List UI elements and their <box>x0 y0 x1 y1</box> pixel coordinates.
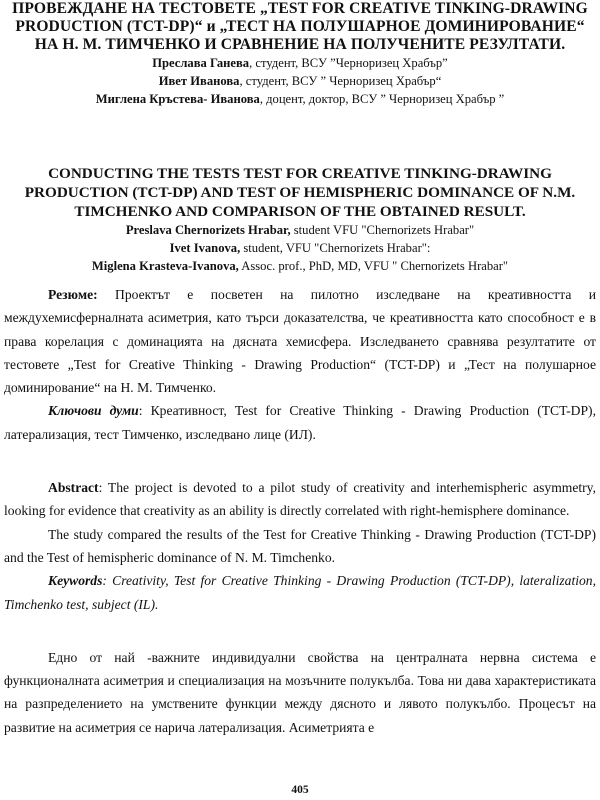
spacer <box>4 275 596 283</box>
author-line <box>4 257 596 275</box>
spacer <box>4 616 596 646</box>
author-line <box>4 90 596 108</box>
keywords-en-paragraph <box>4 569 596 616</box>
author-name: Ivet Ivanova, <box>169 241 241 255</box>
author-line <box>4 54 596 72</box>
author-affiliation: Assoc. prof., PhD, MD, VFU " Chernorizets Hrabar" <box>238 259 509 273</box>
spacer <box>4 446 596 476</box>
author-name: Миглена Кръстева- Иванова <box>95 92 260 106</box>
author-line <box>4 221 596 239</box>
author-name: Miglena Krasteva-Ivanova, <box>91 259 239 273</box>
bulgarian-title: ПРОВЕЖДАНЕ НА ТЕСТОВЕТЕ „TEST FOR CREATIVE TINKING-DRAWING PRODUCTION (TCT-DP)“ и „ТЕСТ НА ПОЛУШАРНОЕ ДОМИНИРОВАНИЕ“ НА Н. М. ТИМЧЕНКО И СРАВНЕНИЕ НА ПОЛУЧЕНИТЕ РЕЗУЛТАТИ. <box>12 0 588 53</box>
keywords-bg-paragraph <box>4 399 596 446</box>
resume-text: Проектът е посветен на пилотно изследване на креативността и междухемисферналната асиметрия, като търси доказателства, че креативността като способност е в права корелация с доминацията на дясната хемисфера. Изследването сравнява резултатите от тестовете „Test for Creative Thinking - Drawing Production“ (TCT-DP) и „Тест на полушарное доминирование“ на Н. М. Тимченко. <box>4 287 596 396</box>
author-affiliation: , студент, ВСУ ” Черноризец Храбър“ <box>239 74 442 88</box>
abstract-paragraph-2: The study compared the results of the Test for Creative Thinking - Drawing Production (TCT-DP) and the Test of hemispheric dominance of N. M. Timchenko. <box>4 526 596 565</box>
abstract-label: Abstract <box>48 480 99 496</box>
author-affiliation: student VFU "Chernorizets Hrabar" <box>290 223 475 237</box>
author-name: Преслава Ганева <box>152 56 250 70</box>
author-line <box>4 72 596 90</box>
english-authors <box>4 221 596 275</box>
abstract-paragraph <box>4 476 596 523</box>
keywords-bg-text: : Креативност, Test for Creative Thinking - Drawing Production (TCT-DP), латерализация, тест Тимченко, изследвано лице (ИЛ). <box>4 403 596 442</box>
author-affiliation: , доцент, доктор, ВСУ ” Черноризец Храбър ” <box>259 92 505 106</box>
keywords-en-label: Keywords <box>48 573 103 589</box>
english-title: CONDUCTING THE TESTS TEST FOR CREATIVE TINKING-DRAWING PRODUCTION (TCT-DP) AND TEST OF HEMISPHERIC DOMINANCE OF N.M. TIMCHENKO AND COMPARISON OF THE OBTAINED RESULT. <box>24 165 576 220</box>
author-name: Preslava Chernorizets Hrabar, <box>125 223 291 237</box>
author-name: Ивет Иванова <box>158 74 240 88</box>
resume-label: Резюме: <box>48 287 98 302</box>
author-line <box>4 239 596 257</box>
abstract-text: : The project is devoted to a pilot study of creativity and interhemispheric asymmetry, looking for evidence that creativity as an ability is directly correlated with right-hemisphere dominance. <box>4 480 596 519</box>
keywords-en-text: : Creativity, Test for Creative Thinking - Drawing Production (TCT-DP), lateralization, Timchenko test, subject (IL). <box>4 573 596 612</box>
keywords-bg-label: Ключови думи <box>48 403 139 419</box>
author-affiliation: , студент, ВСУ ”Черноризец Храбър” <box>249 56 448 70</box>
resume-paragraph <box>4 283 596 399</box>
page-number: 405 <box>291 784 309 796</box>
spacer <box>4 108 596 164</box>
bulgarian-authors <box>4 54 596 108</box>
body-paragraph: Едно от най -важните индивидуални свойства на централната нервна система е функционалната асиметрия и специализация на мозъчните полукълба. Това ни дава характеристиката на разпределението на умствените функции между дясното и лявото полукълбо. Процесът на развитие на асиметрия се нарича латерализация. Асиметрията е <box>4 649 596 735</box>
author-affiliation: student, VFU "Chernorizets Hrabar": <box>240 241 431 255</box>
